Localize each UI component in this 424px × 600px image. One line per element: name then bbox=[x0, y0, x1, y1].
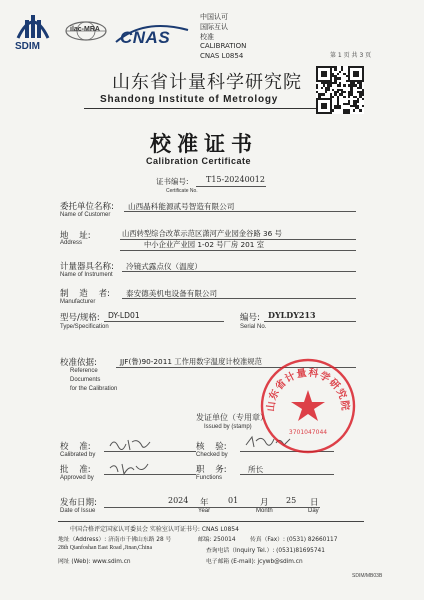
footer-email: 电子邮箱 (E-mail): jcywb@sdim.cn bbox=[206, 559, 303, 565]
reference-label: 校准依据: bbox=[60, 358, 97, 368]
issue-month-label: 月 bbox=[260, 498, 269, 508]
footer-accreditation-line: 中国合格评定国家认可委员会 实验室认可证书号: CNAS L0854 bbox=[70, 526, 239, 533]
type-label: 型号/规格: bbox=[60, 313, 100, 323]
issuer-label-en: Issued by (stamp) bbox=[204, 424, 252, 430]
issue-month: 01 bbox=[228, 496, 239, 505]
institute-name-cn: 山东省计量科学研究院 bbox=[112, 72, 302, 93]
qr-module bbox=[362, 112, 364, 114]
seal-code: 3701047044 bbox=[288, 429, 328, 436]
accreditation-line-3: 校准 bbox=[200, 33, 214, 41]
footer-inquiry-tel: 查询电话（Inquiry Tel.）: (0531)81695741 bbox=[206, 548, 325, 554]
official-seal bbox=[258, 356, 358, 456]
reference-label-en-1: Reference bbox=[70, 368, 98, 374]
type-value: DY-LD01 bbox=[108, 311, 140, 320]
certificate-number-underline bbox=[196, 186, 266, 187]
calibrated-by-label-en: Calibrated by bbox=[60, 452, 96, 458]
institute-divider bbox=[84, 108, 320, 109]
footer-address-en: 28th Qianfoshan East Road ,Jinan,China bbox=[58, 545, 153, 551]
seal-star-icon bbox=[291, 390, 325, 421]
address-label: 地 址: bbox=[60, 231, 91, 241]
address-underline-2 bbox=[120, 250, 356, 251]
calibrated-by-label: 校 准: bbox=[60, 442, 91, 452]
cnas-logo bbox=[114, 20, 194, 50]
issue-month-label-en: Month bbox=[256, 508, 273, 514]
seal-text: 山东省计量科学研究院 bbox=[265, 367, 351, 413]
customer-underline bbox=[124, 211, 356, 212]
function-value: 所长 bbox=[248, 465, 264, 474]
customer-label-en: Name of Customer bbox=[60, 212, 111, 218]
footer-divider bbox=[58, 521, 364, 522]
footer-fax: 传真（Fax）: (0531) 82660117 bbox=[250, 537, 338, 543]
customer-value: 山西晶科能源贰号智造有限公司 bbox=[128, 202, 235, 211]
form-code: SDIM/MB03B bbox=[352, 573, 383, 579]
approved-by-underline bbox=[104, 474, 196, 475]
certificate-number-label: 证书编号: bbox=[156, 177, 189, 186]
certificate-number: T15-20240012 bbox=[206, 175, 265, 184]
serial-value: DYLDY213 bbox=[268, 310, 316, 320]
cnas-logo-text: CNAS bbox=[120, 28, 171, 47]
issue-year-label: 年 bbox=[200, 498, 209, 508]
manufacturer-underline bbox=[122, 298, 356, 299]
approved-by-label: 批 准: bbox=[60, 465, 91, 475]
calibrated-by-underline bbox=[104, 451, 196, 452]
accreditation-line-4: CALIBRATION bbox=[200, 42, 247, 50]
footer-website: 网址 (Web): www.sdim.cn bbox=[58, 559, 131, 565]
serial-label-en: Serial No. bbox=[240, 324, 267, 330]
sdim-logo bbox=[12, 10, 54, 54]
footer-postcode: 邮编: 250014 bbox=[198, 537, 236, 543]
address-line-1: 山西转型综合改革示范区潇河产业园金谷路 36 号 bbox=[122, 229, 282, 238]
instrument-underline bbox=[122, 271, 356, 272]
issue-year-label-en: Year bbox=[198, 508, 211, 514]
customer-label: 委托单位名称: bbox=[60, 202, 114, 212]
reference-value: JJF(鲁)90-2011 工作用数字温度计校准规范 bbox=[120, 357, 262, 366]
accreditation-line-1: 中国认可 bbox=[200, 13, 228, 21]
approved-by-label-en: Approved by bbox=[60, 475, 94, 481]
accreditation-line-5: CNAS L0854 bbox=[200, 52, 244, 60]
issue-day: 25 bbox=[286, 496, 297, 505]
instrument-label: 计量器具名称: bbox=[60, 262, 114, 272]
address-line-2: 中小企业产业园 1-02 号厂房 201 室 bbox=[144, 240, 265, 249]
serial-underline bbox=[264, 321, 356, 322]
function-label-en: Functions bbox=[196, 475, 223, 481]
institute-name-en: Shandong Institute of Metrology bbox=[100, 94, 279, 105]
ilac-mra-logo bbox=[64, 20, 112, 50]
certificate-title-en: Calibration Certificate bbox=[146, 156, 252, 166]
reference-label-en-3: for the Calibration bbox=[70, 386, 118, 392]
manufacturer-value: 泰安德美机电设备有限公司 bbox=[126, 289, 218, 298]
function-underline bbox=[240, 474, 334, 475]
issue-year: 2024 bbox=[168, 496, 189, 505]
footer-address-cn: 地址（Address）: 济南市千佛山东路 28 号 bbox=[58, 537, 172, 543]
serial-label: 编号: bbox=[240, 313, 260, 323]
type-label-en: Type/Specification bbox=[60, 324, 109, 330]
issue-date-underline bbox=[104, 507, 320, 508]
type-underline bbox=[104, 321, 224, 322]
issue-date-label: 发布日期: bbox=[60, 498, 97, 508]
qr-code bbox=[316, 66, 364, 114]
instrument-value: 冷镜式露点仪（温度） bbox=[126, 262, 202, 271]
issuer-label: 发证单位（专用章） bbox=[196, 413, 268, 422]
manufacturer-label: 制 造 者: bbox=[60, 289, 110, 299]
page-info: 第 1 页 共 3 页 bbox=[330, 52, 372, 59]
manufacturer-label-en: Manufacturer bbox=[60, 299, 96, 305]
address-label-en: Address bbox=[60, 240, 83, 246]
issue-day-label-en: Day bbox=[308, 508, 319, 514]
sdim-logo-text: SDIM bbox=[15, 41, 40, 52]
checked-by-label: 核 验: bbox=[196, 442, 227, 452]
issue-day-label: 日 bbox=[310, 498, 319, 508]
certificate-title-cn: 校准证书 bbox=[150, 132, 258, 156]
reference-label-en-2: Documents bbox=[70, 377, 101, 383]
checked-by-label-en: Checked by bbox=[196, 452, 228, 458]
issue-date-label-en: Date of Issue bbox=[60, 508, 96, 514]
accreditation-line-2: 国际互认 bbox=[200, 23, 228, 31]
calibrator-signature bbox=[108, 436, 152, 452]
function-label: 职 务: bbox=[196, 465, 227, 475]
sdim-emblem-icon bbox=[12, 10, 54, 40]
ilac-logo-text: ilac-MRA bbox=[70, 26, 100, 33]
instrument-label-en: Name of Instrument bbox=[60, 272, 113, 278]
certificate-number-label-en: Certificate No. bbox=[166, 188, 198, 194]
